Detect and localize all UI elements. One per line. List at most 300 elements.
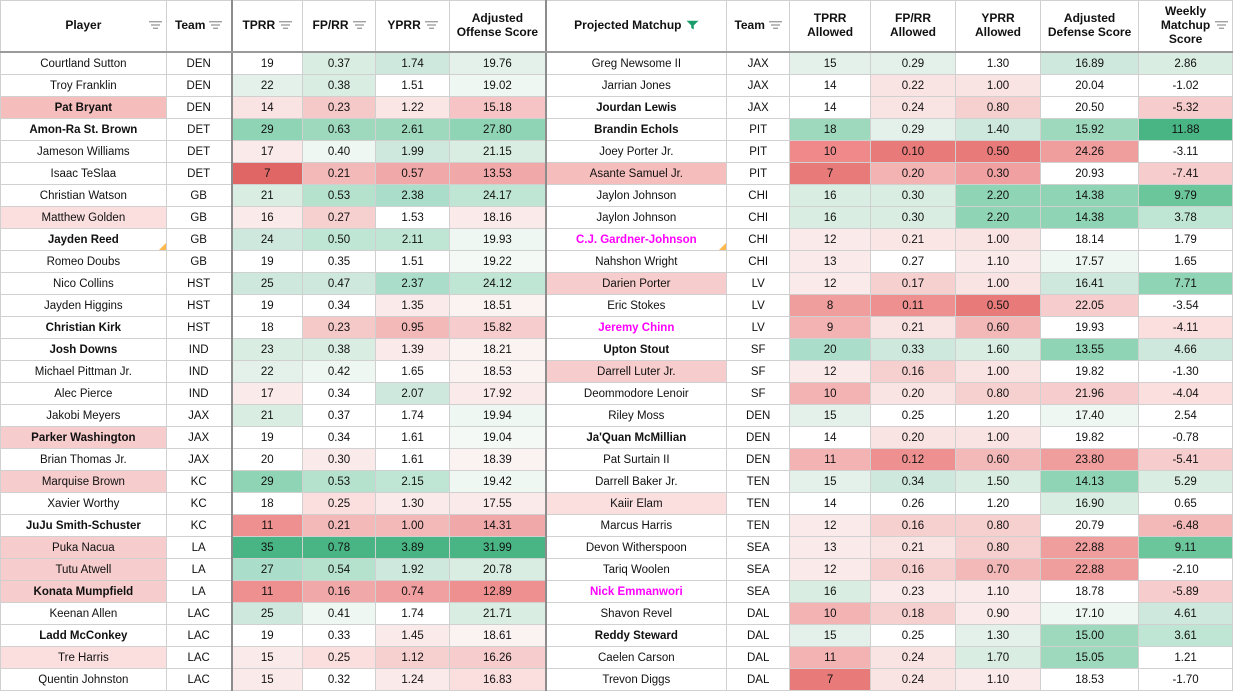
- cell-yprr-allowed: 1.10: [956, 669, 1041, 691]
- cell-fprr-allowed: 0.34: [870, 471, 955, 493]
- table-row[interactable]: [1, 449, 1233, 471]
- cell-tprr-allowed: 12: [790, 361, 871, 383]
- cell-fprr-allowed: 0.30: [870, 185, 955, 207]
- cell-yprr-allowed: 1.00: [956, 229, 1041, 251]
- cell-player: Christian Kirk: [1, 317, 167, 339]
- cell-fprr: 0.23: [302, 317, 375, 339]
- cell-fprr-allowed: 0.11: [870, 295, 955, 317]
- cell-player: Jayden Reed: [1, 229, 167, 251]
- cell-fprr: 0.35: [302, 251, 375, 273]
- cell-tprr-allowed: 13: [790, 251, 871, 273]
- cell-team-defense: DEN: [727, 449, 790, 471]
- cell-projected-matchup: Eric Stokes: [546, 295, 727, 317]
- cell-yprr: 3.89: [376, 537, 450, 559]
- table-row[interactable]: [1, 515, 1233, 537]
- cell-tprr: 22: [232, 75, 303, 97]
- cell-team-defense: JAX: [727, 75, 790, 97]
- header-fprr-allowed-label: FP/RR Allowed: [889, 11, 936, 39]
- cell-tprr: 11: [232, 515, 303, 537]
- cell-tprr-allowed: 11: [790, 449, 871, 471]
- cell-fprr-allowed: 0.26: [870, 493, 955, 515]
- cell-tprr-allowed: 8: [790, 295, 871, 317]
- cell-projected-matchup: Shavon Revel: [546, 603, 727, 625]
- cell-tprr-allowed: 15: [790, 405, 871, 427]
- cell-projected-matchup: Jaylon Johnson: [546, 185, 727, 207]
- table-row[interactable]: [1, 97, 1233, 119]
- cell-projected-matchup: Reddy Steward: [546, 625, 727, 647]
- cell-weekly-matchup-score: -5.89: [1139, 581, 1233, 603]
- table-body: [1, 52, 1233, 691]
- cell-adjusted-offense-score: 18.61: [450, 625, 546, 647]
- cell-weekly-matchup-score: -5.41: [1139, 449, 1233, 471]
- cell-yprr: 2.61: [376, 119, 450, 141]
- cell-adjusted-defense-score: 19.82: [1041, 427, 1139, 449]
- cell-tprr: 19: [232, 427, 303, 449]
- cell-weekly-matchup-score: -3.54: [1139, 295, 1233, 317]
- cell-tprr: 19: [232, 251, 303, 273]
- table-row[interactable]: [1, 317, 1233, 339]
- cell-projected-matchup: Darrell Baker Jr.: [546, 471, 727, 493]
- cell-tprr-allowed: 15: [790, 52, 871, 75]
- cell-yprr-allowed: 0.60: [956, 317, 1041, 339]
- cell-tprr: 17: [232, 383, 303, 405]
- cell-adjusted-offense-score: 19.76: [450, 52, 546, 75]
- cell-weekly-matchup-score: 4.61: [1139, 603, 1233, 625]
- cell-tprr-allowed: 12: [790, 273, 871, 295]
- table-row[interactable]: [1, 119, 1233, 141]
- cell-adjusted-offense-score: 19.93: [450, 229, 546, 251]
- cell-yprr-allowed: 1.30: [956, 625, 1041, 647]
- cell-team-defense: DAL: [727, 603, 790, 625]
- cell-fprr: 0.34: [302, 427, 375, 449]
- cell-fprr-allowed: 0.17: [870, 273, 955, 295]
- cell-projected-matchup: Jarrian Jones: [546, 75, 727, 97]
- cell-player: Nico Collins: [1, 273, 167, 295]
- cell-yprr: 2.37: [376, 273, 450, 295]
- table-row[interactable]: [1, 229, 1233, 251]
- cell-team-defense: DEN: [727, 427, 790, 449]
- cell-fprr-allowed: 0.20: [870, 427, 955, 449]
- table-row[interactable]: [1, 163, 1233, 185]
- cell-fprr: 0.42: [302, 361, 375, 383]
- table-row[interactable]: [1, 581, 1233, 603]
- cell-weekly-matchup-score: -2.10: [1139, 559, 1233, 581]
- header-fprr-allowed[interactable]: [870, 1, 955, 53]
- cell-yprr: 2.07: [376, 383, 450, 405]
- cell-fprr-allowed: 0.16: [870, 361, 955, 383]
- cell-fprr: 0.78: [302, 537, 375, 559]
- cell-team-offense: HST: [166, 317, 231, 339]
- header-team-offense[interactable]: [166, 1, 231, 53]
- cell-tprr: 7: [232, 163, 303, 185]
- cell-yprr-allowed: 0.80: [956, 97, 1041, 119]
- cell-yprr-allowed: 0.80: [956, 515, 1041, 537]
- cell-team-offense: GB: [166, 207, 231, 229]
- cell-team-defense: PIT: [727, 119, 790, 141]
- cell-player: Amon-Ra St. Brown: [1, 119, 167, 141]
- cell-fprr: 0.25: [302, 647, 375, 669]
- header-fprr[interactable]: [302, 1, 375, 53]
- header-fprr-label: FP/RR: [312, 18, 349, 33]
- header-adjusted-defense-score[interactable]: [1041, 1, 1139, 53]
- cell-player: Pat Bryant: [1, 97, 167, 119]
- cell-player: Ladd McConkey: [1, 625, 167, 647]
- header-adjusted-defense-score-label: Adjusted Defense Score: [1047, 11, 1132, 39]
- table-row[interactable]: [1, 647, 1233, 669]
- filter-icon[interactable]: [149, 19, 162, 33]
- cell-tprr: 11: [232, 581, 303, 603]
- cell-adjusted-offense-score: 19.94: [450, 405, 546, 427]
- cell-fprr: 0.30: [302, 449, 375, 471]
- cell-projected-matchup: Marcus Harris: [546, 515, 727, 537]
- table-row[interactable]: [1, 669, 1233, 691]
- cell-team-offense: DET: [166, 141, 231, 163]
- cell-tprr: 14: [232, 97, 303, 119]
- cell-tprr: 17: [232, 141, 303, 163]
- header-team-defense[interactable]: [727, 1, 790, 53]
- cell-adjusted-offense-score: 15.82: [450, 317, 546, 339]
- header-tprr-allowed[interactable]: [790, 1, 871, 53]
- cell-fprr-allowed: 0.27: [870, 251, 955, 273]
- cell-fprr-allowed: 0.25: [870, 625, 955, 647]
- cell-tprr-allowed: 14: [790, 493, 871, 515]
- cell-fprr: 0.38: [302, 75, 375, 97]
- table-row[interactable]: [1, 141, 1233, 163]
- cell-adjusted-defense-score: 23.80: [1041, 449, 1139, 471]
- cell-fprr: 0.27: [302, 207, 375, 229]
- cell-tprr: 24: [232, 229, 303, 251]
- cell-team-defense: TEN: [727, 493, 790, 515]
- cell-player: Puka Nacua: [1, 537, 167, 559]
- cell-team-offense: LAC: [166, 647, 231, 669]
- cell-projected-matchup: Deommodore Lenoir: [546, 383, 727, 405]
- table-row[interactable]: [1, 361, 1233, 383]
- cell-adjusted-defense-score: 20.50: [1041, 97, 1139, 119]
- cell-yprr: 1.24: [376, 669, 450, 691]
- cell-tprr: 15: [232, 669, 303, 691]
- cell-team-offense: IND: [166, 339, 231, 361]
- cell-adjusted-offense-score: 12.89: [450, 581, 546, 603]
- cell-adjusted-offense-score: 27.80: [450, 119, 546, 141]
- cell-weekly-matchup-score: -0.78: [1139, 427, 1233, 449]
- cell-yprr-allowed: 1.10: [956, 251, 1041, 273]
- cell-team-offense: DEN: [166, 97, 231, 119]
- cell-fprr-allowed: 0.24: [870, 97, 955, 119]
- table-row[interactable]: [1, 625, 1233, 647]
- cell-weekly-matchup-score: 2.54: [1139, 405, 1233, 427]
- cell-player: Romeo Doubs: [1, 251, 167, 273]
- cell-weekly-matchup-score: -7.41: [1139, 163, 1233, 185]
- cell-weekly-matchup-score: 9.79: [1139, 185, 1233, 207]
- cell-team-defense: SF: [727, 361, 790, 383]
- cell-yprr-allowed: 0.90: [956, 603, 1041, 625]
- cell-team-offense: GB: [166, 185, 231, 207]
- table-row[interactable]: [1, 471, 1233, 493]
- cell-adjusted-offense-score: 16.83: [450, 669, 546, 691]
- cell-yprr: 1.53: [376, 207, 450, 229]
- cell-weekly-matchup-score: 1.65: [1139, 251, 1233, 273]
- cell-adjusted-defense-score: 22.88: [1041, 537, 1139, 559]
- cell-adjusted-defense-score: 18.53: [1041, 669, 1139, 691]
- cell-yprr: 1.12: [376, 647, 450, 669]
- cell-projected-matchup: Brandin Echols: [546, 119, 727, 141]
- filter-icon[interactable]: [1215, 19, 1228, 33]
- cell-adjusted-offense-score: 19.04: [450, 427, 546, 449]
- cell-fprr: 0.53: [302, 471, 375, 493]
- cell-tprr: 23: [232, 339, 303, 361]
- cell-yprr: 1.92: [376, 559, 450, 581]
- cell-fprr: 0.41: [302, 603, 375, 625]
- cell-weekly-matchup-score: -5.32: [1139, 97, 1233, 119]
- cell-projected-matchup: Nahshon Wright: [546, 251, 727, 273]
- cell-team-offense: LA: [166, 581, 231, 603]
- cell-team-defense: PIT: [727, 163, 790, 185]
- cell-fprr: 0.16: [302, 581, 375, 603]
- cell-yprr-allowed: 1.10: [956, 581, 1041, 603]
- cell-team-defense: SF: [727, 383, 790, 405]
- cell-fprr: 0.25: [302, 493, 375, 515]
- cell-yprr: 1.65: [376, 361, 450, 383]
- cell-projected-matchup: Ja'Quan McMillian: [546, 427, 727, 449]
- cell-fprr-allowed: 0.23: [870, 581, 955, 603]
- cell-fprr-allowed: 0.22: [870, 75, 955, 97]
- filter-icon[interactable]: [209, 19, 222, 33]
- cell-yprr-allowed: 0.50: [956, 141, 1041, 163]
- header-player[interactable]: [1, 1, 167, 53]
- cell-projected-matchup: Jourdan Lewis: [546, 97, 727, 119]
- cell-tprr-allowed: 7: [790, 163, 871, 185]
- cell-team-defense: CHI: [727, 185, 790, 207]
- cell-player: Josh Downs: [1, 339, 167, 361]
- table-row[interactable]: [1, 339, 1233, 361]
- cell-player: Christian Watson: [1, 185, 167, 207]
- header-tprr-label: TPRR: [242, 18, 276, 33]
- cell-team-defense: LV: [727, 317, 790, 339]
- cell-fprr: 0.32: [302, 669, 375, 691]
- cell-player: Matthew Golden: [1, 207, 167, 229]
- cell-tprr: 25: [232, 603, 303, 625]
- cell-yprr: 2.11: [376, 229, 450, 251]
- cell-team-offense: IND: [166, 383, 231, 405]
- cell-adjusted-offense-score: 20.78: [450, 559, 546, 581]
- cell-tprr: 27: [232, 559, 303, 581]
- header-adjusted-offense-score[interactable]: [450, 1, 546, 53]
- cell-fprr-allowed: 0.16: [870, 515, 955, 537]
- table-row[interactable]: [1, 185, 1233, 207]
- cell-team-defense: CHI: [727, 251, 790, 273]
- cell-tprr-allowed: 9: [790, 317, 871, 339]
- cell-weekly-matchup-score: -4.11: [1139, 317, 1233, 339]
- header-projected-matchup[interactable]: [546, 1, 727, 53]
- filter-icon[interactable]: [279, 19, 292, 33]
- cell-weekly-matchup-score: 5.29: [1139, 471, 1233, 493]
- cell-adjusted-offense-score: 24.17: [450, 185, 546, 207]
- table-row[interactable]: [1, 207, 1233, 229]
- cell-tprr-allowed: 11: [790, 647, 871, 669]
- filter-icon[interactable]: [425, 19, 438, 33]
- cell-team-defense: SF: [727, 339, 790, 361]
- cell-player: Quentin Johnston: [1, 669, 167, 691]
- cell-tprr: 19: [232, 295, 303, 317]
- cell-yprr-allowed: 1.60: [956, 339, 1041, 361]
- cell-adjusted-defense-score: 24.26: [1041, 141, 1139, 163]
- cell-yprr-allowed: 1.00: [956, 361, 1041, 383]
- cell-player: Jakobi Meyers: [1, 405, 167, 427]
- cell-adjusted-offense-score: 19.02: [450, 75, 546, 97]
- cell-yprr: 1.22: [376, 97, 450, 119]
- cell-tprr-allowed: 14: [790, 97, 871, 119]
- table-row[interactable]: [1, 537, 1233, 559]
- cell-projected-matchup: Jaylon Johnson: [546, 207, 727, 229]
- cell-adjusted-defense-score: 22.05: [1041, 295, 1139, 317]
- cell-adjusted-defense-score: 16.89: [1041, 52, 1139, 75]
- cell-yprr: 1.39: [376, 339, 450, 361]
- cell-adjusted-offense-score: 18.53: [450, 361, 546, 383]
- cell-team-defense: DAL: [727, 647, 790, 669]
- cell-team-offense: DEN: [166, 52, 231, 75]
- cell-fprr-allowed: 0.16: [870, 559, 955, 581]
- cell-tprr: 35: [232, 537, 303, 559]
- table-row[interactable]: [1, 603, 1233, 625]
- filter-icon[interactable]: [686, 19, 699, 33]
- table-row[interactable]: [1, 52, 1233, 75]
- cell-adjusted-defense-score: 15.00: [1041, 625, 1139, 647]
- cell-player: Jameson Williams: [1, 141, 167, 163]
- cell-team-defense: DAL: [727, 669, 790, 691]
- filter-icon[interactable]: [353, 19, 366, 33]
- table-row[interactable]: [1, 75, 1233, 97]
- cell-adjusted-offense-score: 21.15: [450, 141, 546, 163]
- cell-yprr-allowed: 1.20: [956, 493, 1041, 515]
- table-row[interactable]: [1, 427, 1233, 449]
- cell-adjusted-offense-score: 13.53: [450, 163, 546, 185]
- cell-fprr-allowed: 0.18: [870, 603, 955, 625]
- header-weekly-matchup-score[interactable]: [1139, 1, 1233, 53]
- cell-fprr-allowed: 0.20: [870, 383, 955, 405]
- cell-team-defense: DEN: [727, 405, 790, 427]
- cell-tprr: 21: [232, 185, 303, 207]
- cell-player: Isaac TeSlaa: [1, 163, 167, 185]
- cell-yprr: 2.15: [376, 471, 450, 493]
- cell-yprr-allowed: 0.50: [956, 295, 1041, 317]
- cell-yprr-allowed: 0.80: [956, 383, 1041, 405]
- filter-icon[interactable]: [769, 19, 782, 33]
- cell-adjusted-defense-score: 20.93: [1041, 163, 1139, 185]
- cell-team-offense: JAX: [166, 449, 231, 471]
- cell-adjusted-defense-score: 17.10: [1041, 603, 1139, 625]
- cell-weekly-matchup-score: -4.04: [1139, 383, 1233, 405]
- cell-adjusted-defense-score: 19.93: [1041, 317, 1139, 339]
- cell-player: Parker Washington: [1, 427, 167, 449]
- cell-weekly-matchup-score: -1.02: [1139, 75, 1233, 97]
- cell-yprr: 1.35: [376, 295, 450, 317]
- table-header-row: [1, 1, 1233, 53]
- cell-adjusted-defense-score: 16.41: [1041, 273, 1139, 295]
- table-row[interactable]: [1, 559, 1233, 581]
- cell-player: Michael Pittman Jr.: [1, 361, 167, 383]
- table-row[interactable]: [1, 383, 1233, 405]
- cell-tprr-allowed: 10: [790, 603, 871, 625]
- cell-player: JuJu Smith-Schuster: [1, 515, 167, 537]
- cell-adjusted-offense-score: 16.26: [450, 647, 546, 669]
- table-row[interactable]: [1, 295, 1233, 317]
- cell-yprr: 2.38: [376, 185, 450, 207]
- cell-tprr: 16: [232, 207, 303, 229]
- cell-adjusted-defense-score: 20.04: [1041, 75, 1139, 97]
- cell-projected-matchup: Darien Porter: [546, 273, 727, 295]
- header-yprr-allowed[interactable]: [956, 1, 1041, 53]
- cell-projected-matchup: Jeremy Chinn: [546, 317, 727, 339]
- cell-fprr: 0.38: [302, 339, 375, 361]
- cell-team-offense: IND: [166, 361, 231, 383]
- cell-weekly-matchup-score: -3.11: [1139, 141, 1233, 163]
- cell-yprr: 1.74: [376, 603, 450, 625]
- table-row[interactable]: [1, 493, 1233, 515]
- cell-team-offense: JAX: [166, 427, 231, 449]
- header-yprr[interactable]: [376, 1, 450, 53]
- cell-team-offense: KC: [166, 515, 231, 537]
- cell-player: Troy Franklin: [1, 75, 167, 97]
- cell-weekly-matchup-score: -1.30: [1139, 361, 1233, 383]
- table-row[interactable]: [1, 405, 1233, 427]
- cell-yprr: 1.99: [376, 141, 450, 163]
- cell-tprr: 19: [232, 625, 303, 647]
- cell-yprr: 1.45: [376, 625, 450, 647]
- header-tprr[interactable]: [232, 1, 303, 53]
- cell-adjusted-offense-score: 19.42: [450, 471, 546, 493]
- cell-tprr: 29: [232, 119, 303, 141]
- cell-weekly-matchup-score: 1.79: [1139, 229, 1233, 251]
- cell-fprr: 0.40: [302, 141, 375, 163]
- cell-fprr: 0.34: [302, 383, 375, 405]
- cell-player: Courtland Sutton: [1, 52, 167, 75]
- table-row[interactable]: [1, 251, 1233, 273]
- cell-yprr: 1.51: [376, 75, 450, 97]
- cell-tprr-allowed: 16: [790, 581, 871, 603]
- cell-fprr: 0.50: [302, 229, 375, 251]
- cell-yprr-allowed: 1.00: [956, 427, 1041, 449]
- header-yprr-label: YPRR: [387, 18, 421, 33]
- cell-fprr-allowed: 0.21: [870, 317, 955, 339]
- cell-player: Alec Pierce: [1, 383, 167, 405]
- cell-team-defense: CHI: [727, 229, 790, 251]
- cell-team-defense: SEA: [727, 559, 790, 581]
- cell-fprr: 0.37: [302, 405, 375, 427]
- cell-weekly-matchup-score: -6.48: [1139, 515, 1233, 537]
- cell-yprr-allowed: 1.40: [956, 119, 1041, 141]
- cell-adjusted-defense-score: 19.82: [1041, 361, 1139, 383]
- cell-yprr-allowed: 0.60: [956, 449, 1041, 471]
- cell-weekly-matchup-score: 1.21: [1139, 647, 1233, 669]
- cell-adjusted-offense-score: 19.22: [450, 251, 546, 273]
- cell-tprr-allowed: 7: [790, 669, 871, 691]
- cell-team-defense: CHI: [727, 207, 790, 229]
- table-row[interactable]: [1, 273, 1233, 295]
- cell-team-offense: DET: [166, 163, 231, 185]
- cell-fprr: 0.63: [302, 119, 375, 141]
- cell-adjusted-defense-score: 18.14: [1041, 229, 1139, 251]
- cell-team-offense: LA: [166, 537, 231, 559]
- cell-yprr: 1.51: [376, 251, 450, 273]
- cell-tprr-allowed: 20: [790, 339, 871, 361]
- cell-weekly-matchup-score: 11.88: [1139, 119, 1233, 141]
- cell-team-defense: LV: [727, 273, 790, 295]
- cell-tprr-allowed: 14: [790, 75, 871, 97]
- cell-adjusted-defense-score: 14.38: [1041, 185, 1139, 207]
- cell-tprr: 22: [232, 361, 303, 383]
- cell-adjusted-offense-score: 17.92: [450, 383, 546, 405]
- cell-tprr-allowed: 15: [790, 471, 871, 493]
